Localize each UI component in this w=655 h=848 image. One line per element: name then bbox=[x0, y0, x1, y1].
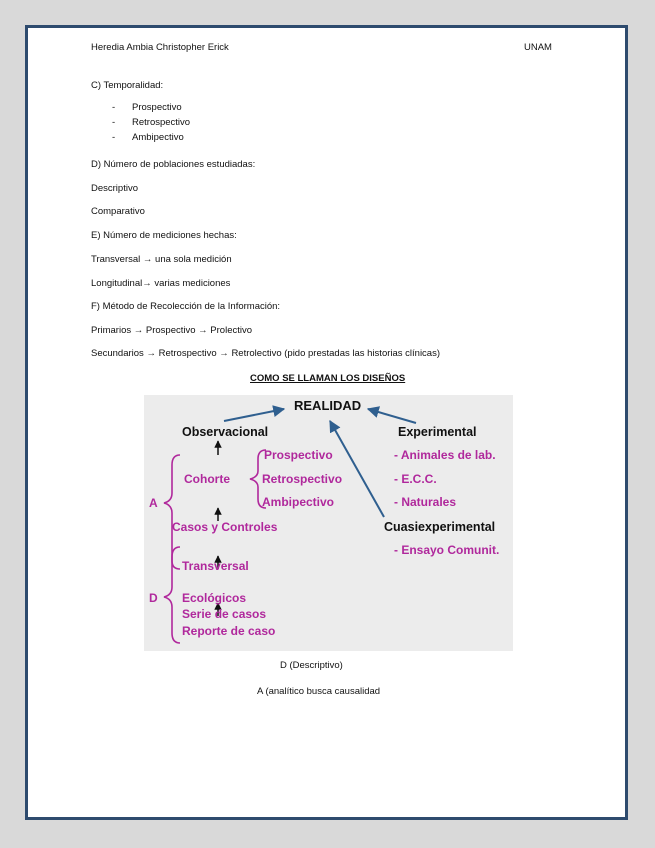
recoleccion-heading: F) Método de Recolección de la Información: bbox=[91, 301, 281, 312]
arrow-cuasi-realidad bbox=[330, 421, 384, 517]
study-designs-diagram bbox=[144, 395, 513, 651]
diagram-title: COMO SE LLAMAN LOS DISEÑOS bbox=[250, 373, 406, 384]
cohorte-label: Cohorte bbox=[184, 472, 230, 486]
footer-note-descriptivo: D (Descriptivo) bbox=[280, 660, 343, 671]
experimental-label: Experimental bbox=[398, 425, 477, 439]
list-dash: - bbox=[112, 132, 116, 143]
arrow-observacional-realidad bbox=[224, 409, 284, 421]
list-item-label: Ambipectivo bbox=[132, 132, 184, 143]
paragraph-line: Comparativo bbox=[91, 206, 145, 217]
realidad-label: REALIDAD bbox=[294, 398, 362, 413]
arrow-experimental-realidad bbox=[368, 409, 416, 423]
casos-controles-label: Casos y Controles bbox=[172, 520, 278, 534]
list-dash: - bbox=[112, 117, 116, 128]
retrospectivo-label: Retrospectivo bbox=[262, 472, 343, 486]
mediciones-heading: E) Número de mediciones hechas: bbox=[91, 230, 237, 241]
paragraph-line: Transversal → una sola medición bbox=[91, 254, 232, 265]
list-item-label: Retrospectivo bbox=[132, 117, 191, 128]
institution-name: UNAM bbox=[524, 42, 552, 53]
temporalidad-heading: C) Temporalidad: bbox=[91, 80, 164, 91]
analitico-letter: A bbox=[149, 496, 158, 510]
poblaciones-heading: D) Número de poblaciones estudiadas: bbox=[91, 159, 256, 170]
naturales-label: - Naturales bbox=[394, 495, 457, 509]
paragraph-line: Primarios → Prospectivo → Prolectivo bbox=[91, 325, 253, 336]
author-name: Heredia Ambia Christopher Erick bbox=[91, 42, 229, 53]
observacional-label: Observacional bbox=[182, 425, 269, 439]
footer-note-analitico: A (analítico busca causalidad bbox=[257, 686, 381, 697]
animales-label: - Animales de lab. bbox=[394, 448, 496, 462]
paragraph-line: Longitudinal→ varias mediciones bbox=[91, 278, 231, 289]
ensayo-label: - Ensayo Comunit. bbox=[394, 543, 500, 557]
paragraph-line: Secundarios → Retrospectivo → Retrolectivo (pido prestadas las historias clínicas) bbox=[91, 348, 441, 359]
reporte-caso-label: Reporte de caso bbox=[182, 624, 276, 638]
descriptivo-brace bbox=[164, 547, 180, 643]
cuasiexperimental-label: Cuasiexperimental bbox=[384, 520, 496, 534]
ambipectivo-label: Ambipectivo bbox=[262, 495, 335, 509]
transversal-label: Transversal bbox=[182, 559, 249, 573]
descriptivo-letter: D bbox=[149, 591, 158, 605]
serie-casos-label: Serie de casos bbox=[182, 607, 267, 621]
list-item-label: Prospectivo bbox=[132, 102, 182, 113]
list-dash: - bbox=[112, 102, 116, 113]
paragraph-line: Descriptivo bbox=[91, 183, 138, 194]
ecc-label: - E.C.C. bbox=[394, 472, 437, 486]
ecologicos-label: Ecológicos bbox=[182, 591, 247, 605]
prospectivo-label: Prospectivo bbox=[264, 448, 333, 462]
document-page bbox=[25, 25, 628, 820]
